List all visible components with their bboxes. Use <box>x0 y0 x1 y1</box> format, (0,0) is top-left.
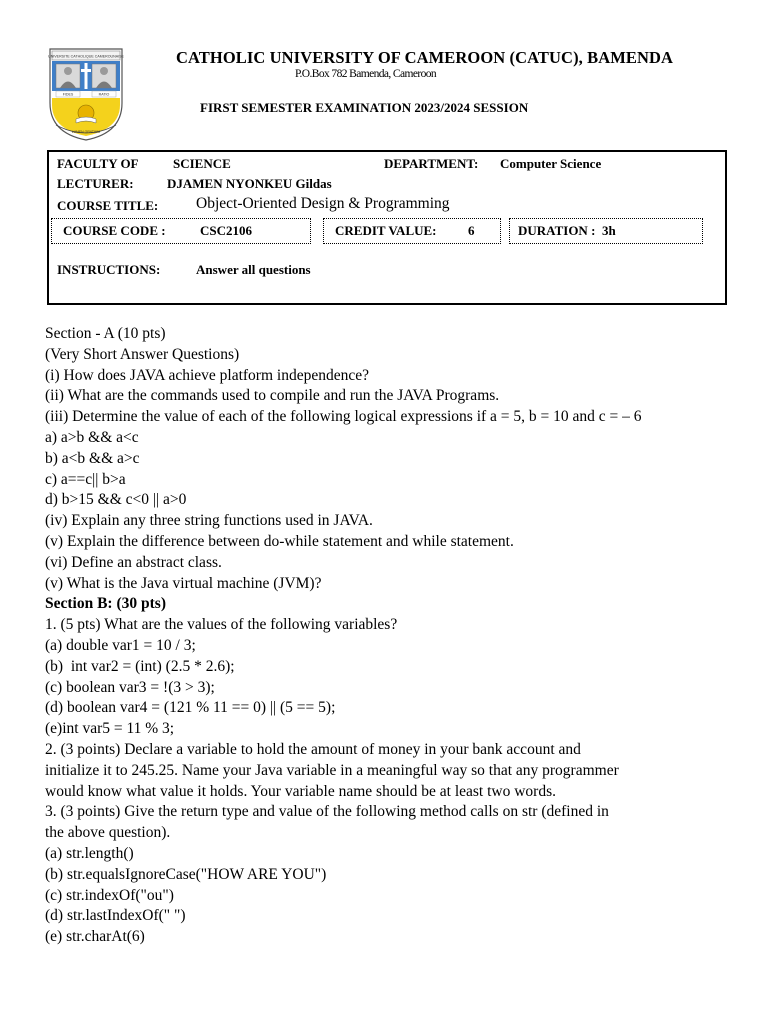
duration-label: DURATION : <box>518 223 596 238</box>
department-label: DEPARTMENT: <box>384 156 479 171</box>
credit-value-label: CREDIT VALUE: <box>335 223 437 238</box>
exam-session: FIRST SEMESTER EXAMINATION 2023/2024 SESSION <box>200 100 529 115</box>
logo-left-label: FIDES <box>62 92 74 97</box>
variable-item: (a) double var1 = 10 / 3; <box>45 636 196 654</box>
credit-value: 6 <box>468 223 475 238</box>
duration-value: 3h <box>602 223 616 238</box>
university-logo <box>46 45 126 143</box>
lecturer-label: LECTURER: <box>57 176 134 191</box>
logo-ribbon-text: LUMEN GENTIUM <box>71 130 101 134</box>
course-code-value: CSC2106 <box>200 223 253 238</box>
section-b-question: 2. (3 points) Declare a variable to hold the amount of money in your bank account and <box>45 740 581 758</box>
course-title-label: COURSE TITLE: <box>57 198 159 213</box>
section-a-question: (ii) What are the commands used to compile and run the JAVA Programs. <box>45 387 500 405</box>
credit-value-box <box>323 218 501 244</box>
course-code-box <box>51 218 311 244</box>
method-call-item: (b) str.equalsIgnoreCase("HOW ARE YOU") <box>45 865 327 883</box>
section-a-question: (iii) Determine the value of each of the following logical expressions if a = 5, b = 10 and c = – 6 <box>45 408 642 426</box>
variable-item: (c) boolean var3 = !(3 > 3); <box>45 678 215 696</box>
variable-item: (e)int var5 = 11 % 3; <box>45 720 175 738</box>
instructions-label: INSTRUCTIONS: <box>57 262 161 277</box>
method-call-item: (d) str.lastIndexOf(" ") <box>45 907 186 925</box>
university-title: CATHOLIC UNIVERSITY OF CAMEROON (CATUC), BAMENDA <box>176 48 674 67</box>
method-call-item: (c) str.indexOf("ou") <box>45 886 174 904</box>
section-b-question: 1. (5 pts) What are the values of the following variables? <box>45 616 398 634</box>
section-a-subheading: (Very Short Answer Questions) <box>45 345 240 363</box>
lecturer-value: DJAMEN NYONKEU Gildas <box>167 176 332 191</box>
instructions-value: Answer all questions <box>196 262 311 277</box>
exam-body <box>45 324 745 948</box>
course-code-label: COURSE CODE : <box>63 223 166 238</box>
section-a-question: (i) How does JAVA achieve platform independence? <box>45 366 369 384</box>
department-value: Computer Science <box>500 156 602 171</box>
duration-box <box>509 218 703 244</box>
logical-expression: d) b>15 && c<0 || a>0 <box>45 491 187 509</box>
logical-expression: b) a<b && a>c <box>45 449 140 467</box>
section-a-question: (iv) Explain any three string functions used in JAVA. <box>45 512 373 530</box>
logo-right-label: RATIO <box>98 92 110 97</box>
section-b-question: 3. (3 points) Give the return type and value of the following method calls on str (defined in <box>45 803 609 821</box>
logo-banner-text: UNIVERSITE CATHOLIQUE CAMEROUNAISE <box>48 54 124 59</box>
section-a-question: (vi) Define an abstract class. <box>45 553 222 571</box>
section-b-question-cont: the above question). <box>45 824 171 842</box>
course-title-value: Object-Oriented Design & Programming <box>196 195 450 212</box>
section-a-question: (v) Explain the difference between do-while statement and while statement. <box>45 532 514 550</box>
university-address: P.O.Box 782 Bamenda, Cameroon <box>295 68 437 80</box>
section-b-heading: Section B: (30 pts) <box>45 595 166 613</box>
logical-expression: a) a>b && a<c <box>45 428 139 446</box>
section-a-question: (v) What is the Java virtual machine (JVM)? <box>45 574 322 592</box>
section-b-question-cont: would know what value it holds. Your variable name should be at least two words. <box>45 782 556 800</box>
faculty-label: FACULTY OF <box>57 156 139 171</box>
faculty-value: SCIENCE <box>173 156 231 171</box>
variable-item: (b) int var2 = (int) (2.5 * 2.6); <box>45 657 235 675</box>
course-info-box <box>47 150 727 305</box>
section-a-heading: Section - A (10 pts) <box>45 325 166 342</box>
logical-expression: c) a==c|| b>a <box>45 470 126 488</box>
method-call-item: (a) str.length() <box>45 844 134 862</box>
section-b-question-cont: initialize it to 245.25. Name your Java variable in a meaningful way so that any programmer <box>45 761 619 779</box>
variable-item: (d) boolean var4 = (121 % 11 == 0) || (5 == 5); <box>45 699 336 717</box>
method-call-item: (e) str.charAt(6) <box>45 928 145 946</box>
